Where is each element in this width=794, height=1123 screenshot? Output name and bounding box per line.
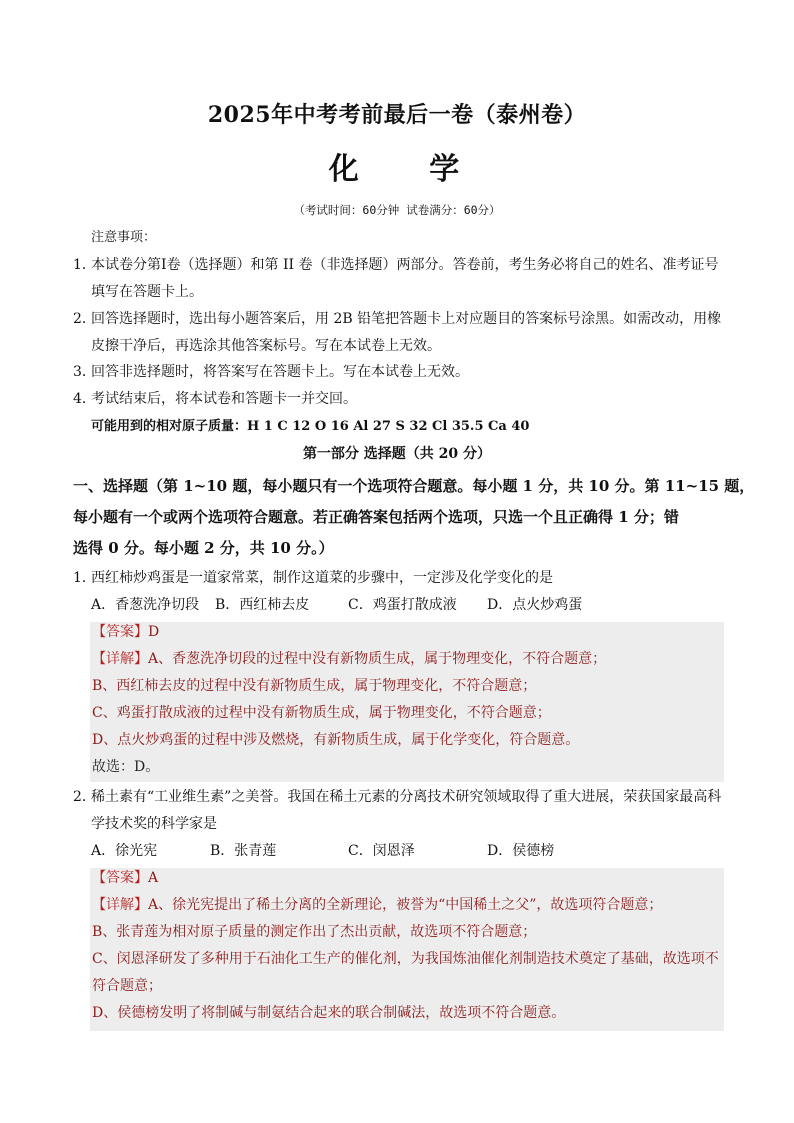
- note-1-num: 1．: [73, 257, 96, 273]
- q2-detail-c-line2: 符合题意；: [92, 978, 162, 994]
- note-1-line1: 本试卷分第Ⅰ卷（选择题）和第 II 卷（非选择题）两部分。答卷前，考生务必将自己的姓名、准考证号: [91, 257, 719, 273]
- q2-answer-tag: 【答案】: [92, 870, 148, 886]
- notes-heading: 注意事项：: [91, 230, 157, 245]
- note-2-num: 2．: [73, 311, 96, 327]
- q1-detail-b: B、西红柿去皮的过程中没有新物质生成，属于物理变化，不符合题意；: [92, 678, 537, 694]
- note-2-line2: 皮擦干净后，再选涂其他答案标号。写在本试卷上无效。: [91, 338, 441, 354]
- note-4-num: 4．: [73, 391, 96, 407]
- q2-option-c: C．闵恩泽: [348, 843, 415, 859]
- part1-heading: 第一部分 选择题（共 20 分）: [302, 446, 492, 462]
- q2-detail-line1: [92, 895, 662, 915]
- q1-answer-box: [90, 622, 724, 782]
- q1-conclusion: 故选：D。: [92, 759, 160, 775]
- q1-detail-c: C、鸡蛋打散成液的过程中没有新物质生成，属于物理变化，不符合题意；: [92, 705, 551, 721]
- q1-option-d: D．点火炒鸡蛋: [487, 597, 583, 613]
- note-2-line1: 回答选择题时，选出每小题答案后，用 2B 铅笔把答题卡上对应题目的答案标号涂黑。如需改动，用橡: [91, 311, 722, 327]
- q2-option-a: A．徐光宪: [91, 843, 158, 859]
- q1-number: 1．: [73, 570, 96, 586]
- section-intro-line3: 选得 0 分。每小题 2 分，共 10 分。）: [73, 539, 334, 557]
- note-3-line1: 回答非选择题时，将答案写在答题卡上。写在本试卷上无效。: [91, 364, 469, 380]
- q1-option-a: A．香葱洗净切段: [91, 597, 200, 613]
- q1-detail-line1: [92, 649, 606, 669]
- q2-detail-b: B、张青莲为相对原子质量的测定作出了杰出贡献，故选项不符合题意；: [92, 924, 537, 940]
- q1-answer: D: [148, 624, 160, 640]
- q2-option-d: D．侯德榜: [487, 843, 555, 859]
- q2-answer-line: [92, 868, 158, 888]
- q1-option-c: C．鸡蛋打散成液: [348, 597, 457, 613]
- section-intro-line1: 一、选择题（第 1~10 题，每小题只有一个选项符合题意。每小题 1 分，共 10 分。第 11~15 题，: [73, 477, 755, 495]
- q1-answer-tag: 【答案】: [92, 624, 148, 640]
- exam-title: 2025年中考考前最后一卷（泰州卷）: [207, 102, 587, 128]
- q1-detail-tag: 【详解】: [92, 651, 148, 667]
- q2-detail-d: D、侯德榜发明了将制碱与制氨结合起来的联合制碱法，故选项不符合题意。: [92, 1005, 566, 1021]
- q1-option-b: B．西红柿去皮: [215, 597, 310, 613]
- q1-answer-line: [92, 622, 159, 642]
- q2-stem-line1: 稀土素有“工业维生素”之美誉。我国在稀土元素的分离技术研究领域取得了重大进展，荣获国家最高科: [91, 789, 722, 805]
- exam-info: （考试时间：60分钟 试卷满分：60分）: [293, 203, 501, 217]
- note-1-line2: 填写在答题卡上。: [91, 284, 203, 300]
- atomic-mass-line: 可能用到的相对原子质量：H 1 C 12 O 16 Al 27 S 32 Cl 35.5 Ca 40: [91, 419, 530, 434]
- q2-answer: A: [148, 870, 159, 886]
- note-3-num: 3．: [73, 364, 96, 380]
- note-4-line1: 考试结束后，将本试卷和答题卡一并交回。: [91, 391, 357, 407]
- q2-option-b: B．张青莲: [210, 843, 277, 859]
- q1-stem: 西红柿炒鸡蛋是一道家常菜，制作这道菜的步骤中，一定涉及化学变化的是: [91, 570, 553, 586]
- subject-title: 化 学: [328, 152, 490, 187]
- q2-detail-a: A、徐光宪提出了稀土分离的全新理论，被誉为“中国稀土之父”，故选项符合题意；: [148, 897, 663, 913]
- section-intro-line2: 每小题有一个或两个选项符合题意。若正确答案包括两个选项，只选一个且正确得 1 分；错: [73, 508, 679, 526]
- q2-detail-tag: 【详解】: [92, 897, 148, 913]
- q1-detail-d: D、点火炒鸡蛋的过程中涉及燃烧，有新物质生成，属于化学变化，符合题意。: [92, 732, 580, 748]
- q2-detail-c-line1: C、闵恩泽研发了多种用于石油化工生产的催化剂，为我国炼油催化剂制造技术奠定了基础，故选项不: [92, 951, 719, 967]
- q2-stem-line2: 学技术奖的科学家是: [91, 816, 217, 832]
- q2-number: 2．: [73, 789, 96, 805]
- q1-detail-a: A、香葱洗净切段的过程中没有新物质生成，属于物理变化，不符合题意；: [148, 651, 607, 667]
